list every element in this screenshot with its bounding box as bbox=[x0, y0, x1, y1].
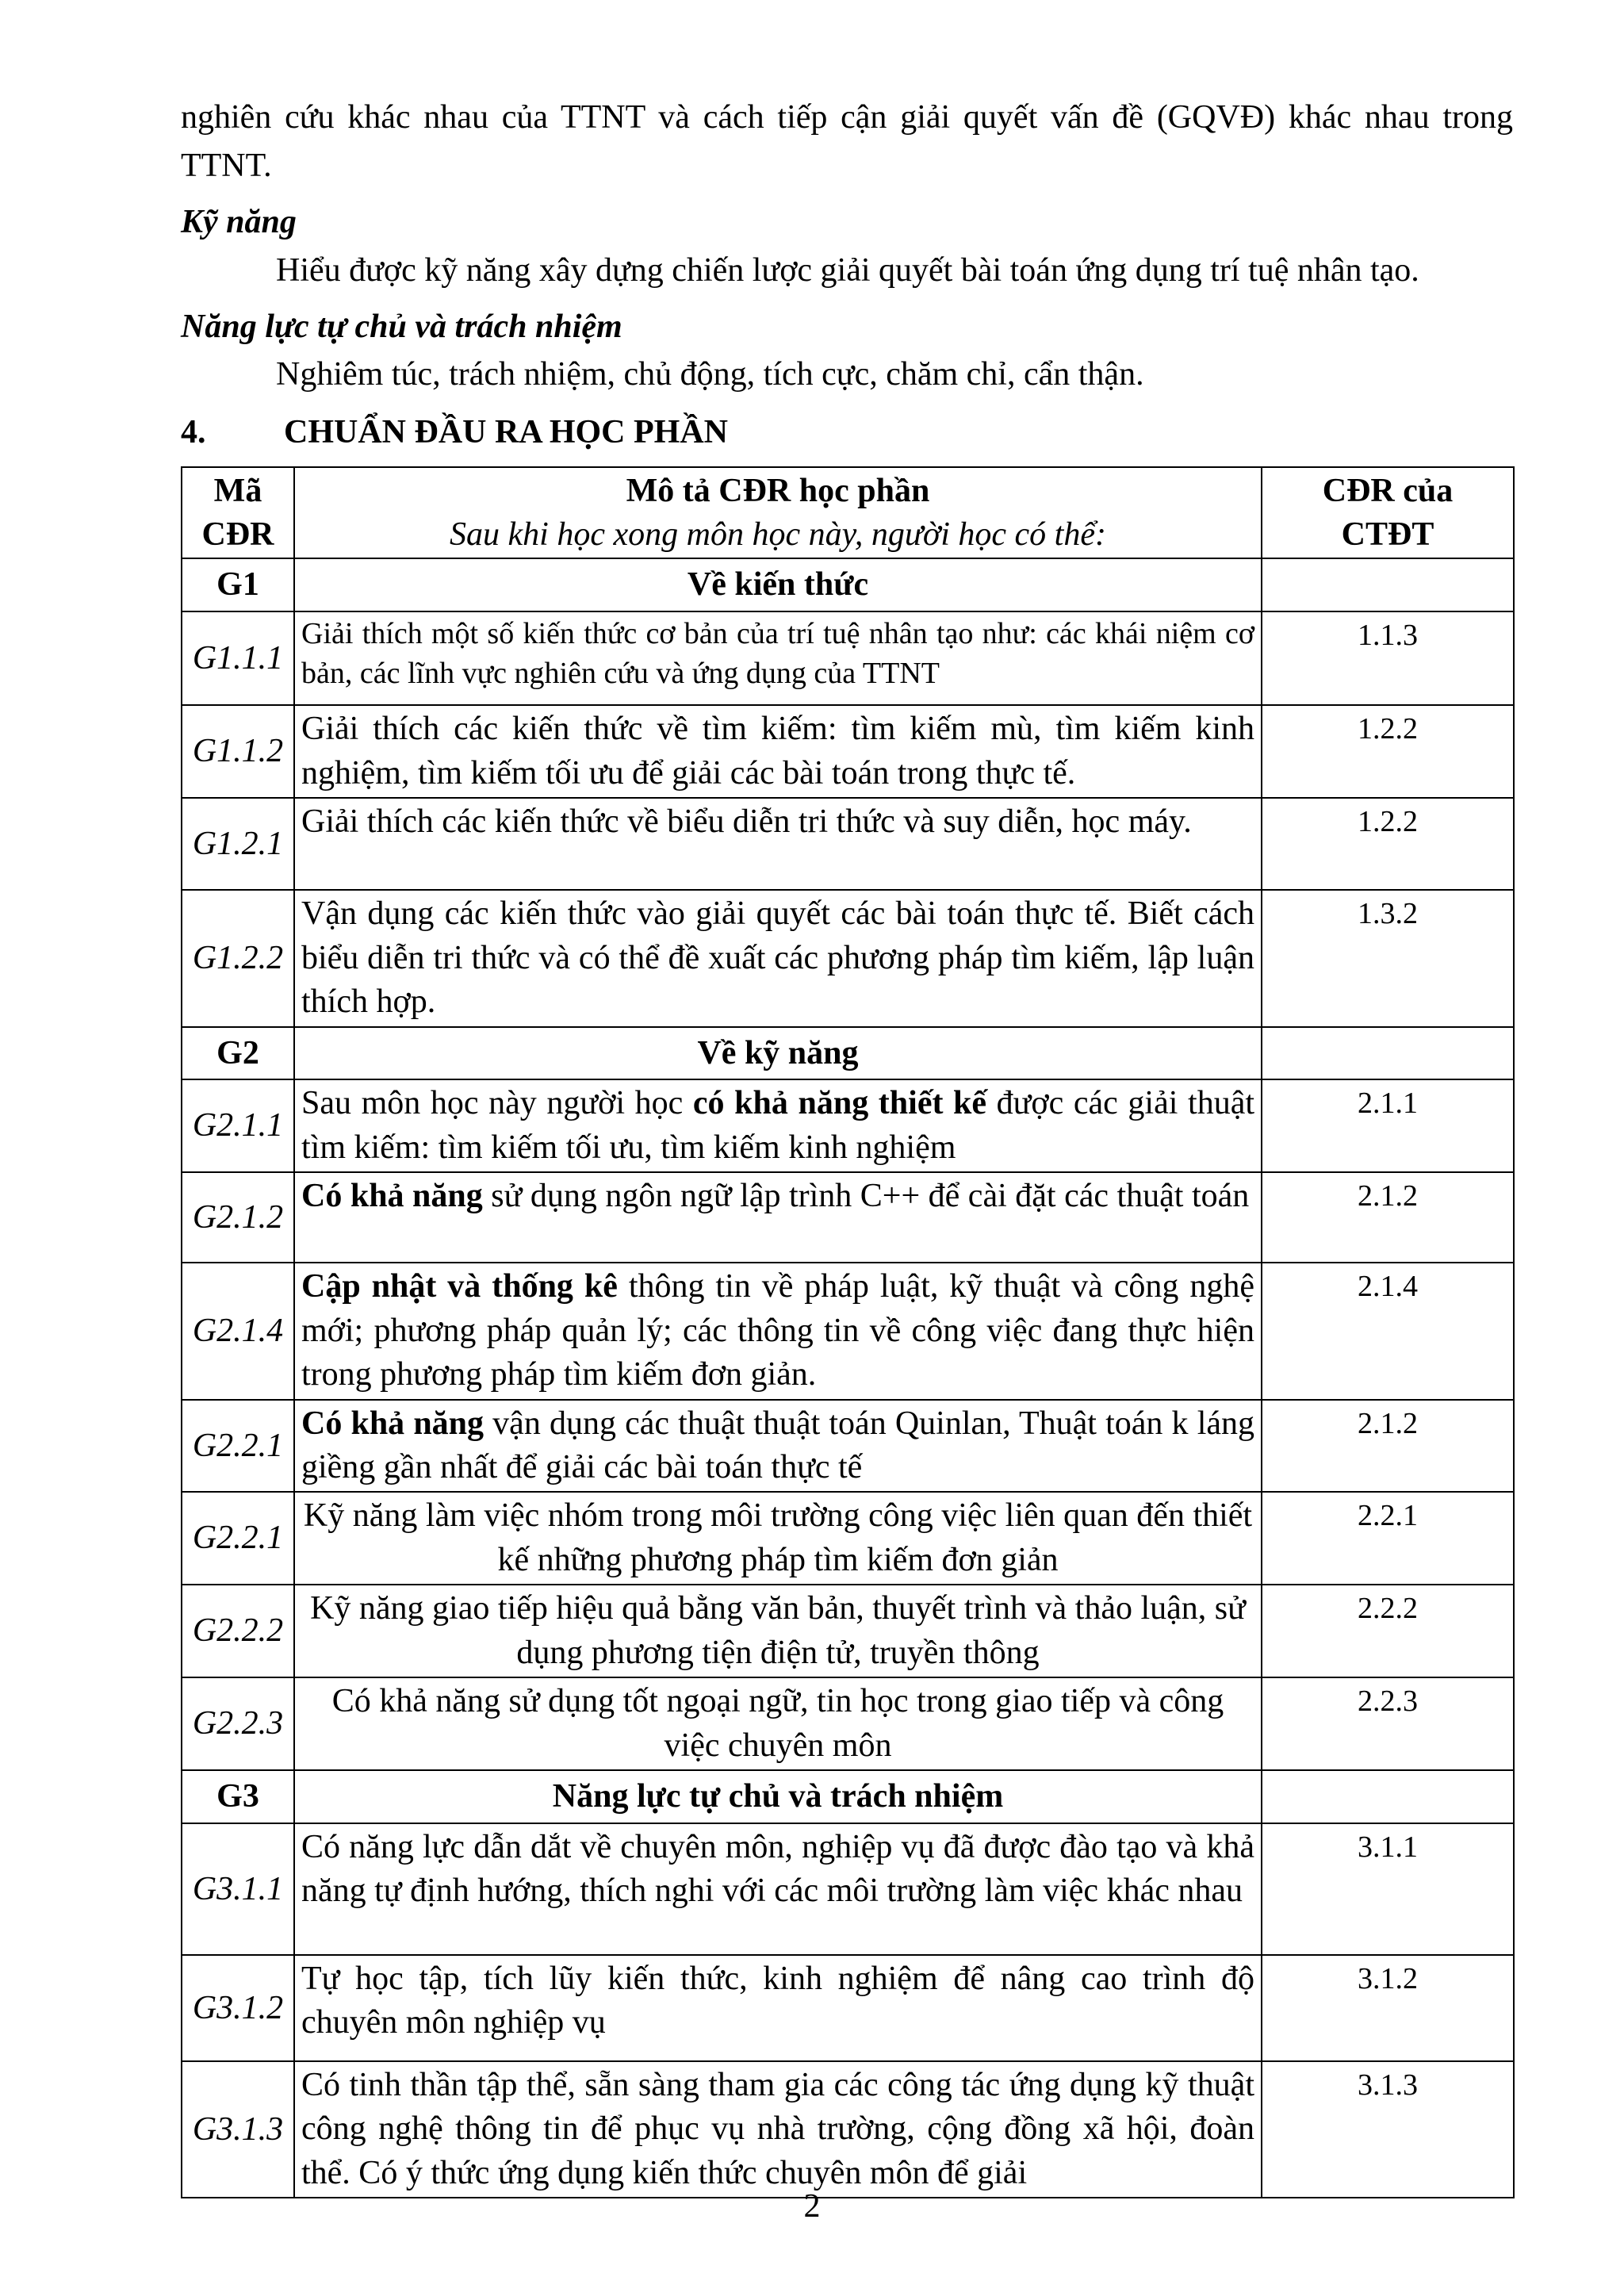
outcome-description: Có khả năng vận dụng các thuật thuật toán Quinlan, Thuật toán k láng giềng gần nhất để giải các bài toán thực tế bbox=[294, 1400, 1262, 1493]
document-page bbox=[181, 94, 1513, 2198]
learning-outcomes-table bbox=[181, 466, 1515, 2198]
outcome-code: G1.1.1 bbox=[182, 611, 294, 705]
outcome-code: G3.1.3 bbox=[182, 2061, 294, 2198]
header-description: Mô tả CĐR học phần Sau khi học xong môn học này, người học có thể: bbox=[294, 467, 1262, 558]
outcome-description: Vận dụng các kiến thức vào giải quyết các bài toán thực tế. Biết cách biểu diễn tri thức và có thể đề xuất các phương pháp tìm kiếm, lập luận thích hợp. bbox=[294, 890, 1262, 1026]
table-row bbox=[182, 1955, 1514, 2061]
program-outcome: 1.1.3 bbox=[1262, 611, 1514, 705]
program-outcome: 2.2.3 bbox=[1262, 1677, 1514, 1770]
outcome-code: G2.2.2 bbox=[182, 1585, 294, 1677]
table-row bbox=[182, 1677, 1514, 1770]
outcome-description: Tự học tập, tích lũy kiến thức, kinh nghiệm để nâng cao trình độ chuyên môn nghiệp vụ bbox=[294, 1955, 1262, 2061]
table-row bbox=[182, 1492, 1514, 1585]
table-row bbox=[182, 1823, 1514, 1955]
outcome-description: Kỹ năng làm việc nhóm trong môi trường công việc liên quan đến thiết kế những phương pháp tìm kiếm đơn giản bbox=[294, 1492, 1262, 1585]
outcome-description: Giải thích các kiến thức về tìm kiếm: tìm kiếm mù, tìm kiếm kinh nghiệm, tìm kiếm tối ưu để giải các bài toán trong thực tế. bbox=[294, 705, 1262, 798]
program-outcome: 3.1.1 bbox=[1262, 1823, 1514, 1955]
group-title: Năng lực tự chủ và trách nhiệm bbox=[294, 1770, 1262, 1823]
program-outcome: 2.2.2 bbox=[1262, 1585, 1514, 1677]
outcome-description: Giải thích một số kiến thức cơ bản của trí tuệ nhân tạo như: các khái niệm cơ bản, các lĩnh vực nghiên cứu và ứng dụng của TTNT bbox=[294, 611, 1262, 705]
table-row bbox=[182, 611, 1514, 705]
outcome-description: Có tinh thần tập thể, sẵn sàng tham gia các công tác ứng dụng kỹ thuật công nghệ thông tin để phục vụ nhà trường, cộng đồng xã hội, đoàn thể. Có ý thức ứng dụng kiến thức chuyên môn để giải bbox=[294, 2061, 1262, 2198]
table-row bbox=[182, 1172, 1514, 1263]
table-row bbox=[182, 1585, 1514, 1677]
header-program-outcome: CĐR của CTĐT bbox=[1262, 467, 1514, 558]
outcome-code: G1.1.2 bbox=[182, 705, 294, 798]
outcome-description: Sau môn học này người học có khả năng thiết kế được các giải thuật tìm kiếm: tìm kiếm tối ưu, tìm kiếm kinh nghiệm bbox=[294, 1079, 1262, 1172]
outcome-description: Giải thích các kiến thức về biểu diễn tri thức và suy diễn, học máy. bbox=[294, 798, 1262, 890]
section-title: CHUẨN ĐẦU RA HỌC PHẦN bbox=[284, 414, 728, 451]
page-number: 2 bbox=[803, 2188, 821, 2225]
outcome-description: Cập nhật và thống kê thông tin về pháp luật, kỹ thuật và công nghệ mới; phương pháp quản lý; các thông tin về công việc đang thực hiện trong phương pháp tìm kiếm đơn giản. bbox=[294, 1263, 1262, 1399]
autonomy-heading: Năng lực tự chủ và trách nhiệm bbox=[181, 308, 622, 345]
section-heading bbox=[181, 408, 1513, 457]
outcome-code: G2.2.1 bbox=[182, 1400, 294, 1493]
group-code: G1 bbox=[182, 558, 294, 611]
table-row bbox=[182, 798, 1514, 890]
skills-heading: Kỹ năng bbox=[181, 203, 297, 240]
outcome-code: G3.1.2 bbox=[182, 1955, 294, 2061]
outcome-code: G1.2.2 bbox=[182, 890, 294, 1026]
group-code: G2 bbox=[182, 1027, 294, 1080]
header-code: Mã CĐR bbox=[182, 467, 294, 558]
outcome-code: G1.2.1 bbox=[182, 798, 294, 890]
group-code: G3 bbox=[182, 1770, 294, 1823]
outcome-code: G2.1.2 bbox=[182, 1172, 294, 1263]
table-header-row bbox=[182, 467, 1514, 558]
program-outcome: 2.1.2 bbox=[1262, 1172, 1514, 1263]
group-row bbox=[182, 558, 1514, 611]
program-outcome: 1.2.2 bbox=[1262, 798, 1514, 890]
program-outcome: 2.1.4 bbox=[1262, 1263, 1514, 1399]
table-row bbox=[182, 705, 1514, 798]
table-row bbox=[182, 2061, 1514, 2198]
table-row bbox=[182, 1263, 1514, 1399]
program-outcome: 2.1.1 bbox=[1262, 1079, 1514, 1172]
outcome-code: G2.2.3 bbox=[182, 1677, 294, 1770]
group-row bbox=[182, 1027, 1514, 1080]
group-title: Về kiến thức bbox=[294, 558, 1262, 611]
outcome-code: G3.1.1 bbox=[182, 1823, 294, 1955]
program-outcome: 3.1.2 bbox=[1262, 1955, 1514, 2061]
outcome-code: G2.2.1 bbox=[182, 1492, 294, 1585]
program-outcome: 2.2.1 bbox=[1262, 1492, 1514, 1585]
program-outcome: 1.3.2 bbox=[1262, 890, 1514, 1026]
program-outcome: 1.2.2 bbox=[1262, 705, 1514, 798]
program-outcome: 3.1.3 bbox=[1262, 2061, 1514, 2198]
skills-text: Hiểu được kỹ năng xây dựng chiến lược giải quyết bài toán ứng dụng trí tuệ nhân tạo. bbox=[276, 251, 1419, 289]
outcome-description: Kỹ năng giao tiếp hiệu quả bằng văn bản, thuyết trình và thảo luận, sử dụng phương tiện điện tử, truyền thông bbox=[294, 1585, 1262, 1677]
outcome-code: G2.1.1 bbox=[182, 1079, 294, 1172]
table-row bbox=[182, 890, 1514, 1026]
outcome-description: Có khả năng sử dụng tốt ngoại ngữ, tin học trong giao tiếp và công việc chuyên môn bbox=[294, 1677, 1262, 1770]
table-row bbox=[182, 1400, 1514, 1493]
autonomy-text: Nghiêm túc, trách nhiệm, chủ động, tích cực, chăm chỉ, cẩn thận. bbox=[276, 356, 1144, 393]
outcome-description: Có khả năng sử dụng ngôn ngữ lập trình C++ để cài đặt các thuật toán bbox=[294, 1172, 1262, 1263]
section-number: 4. bbox=[181, 414, 206, 451]
table-row bbox=[182, 1079, 1514, 1172]
outcome-description: Có năng lực dẫn dắt về chuyên môn, nghiệp vụ đã được đào tạo và khả năng tự định hướng, thích nghi với các môi trường làm việc khác nhau bbox=[294, 1823, 1262, 1955]
program-outcome: 2.1.2 bbox=[1262, 1400, 1514, 1493]
outcome-code: G2.1.4 bbox=[182, 1263, 294, 1399]
group-row bbox=[182, 1770, 1514, 1823]
group-title: Về kỹ năng bbox=[294, 1027, 1262, 1080]
intro-continuation: nghiên cứu khác nhau của TTNT và cách tiếp cận giải quyết vấn đề (GQVĐ) khác nhau trong TTNT. bbox=[181, 99, 1513, 184]
